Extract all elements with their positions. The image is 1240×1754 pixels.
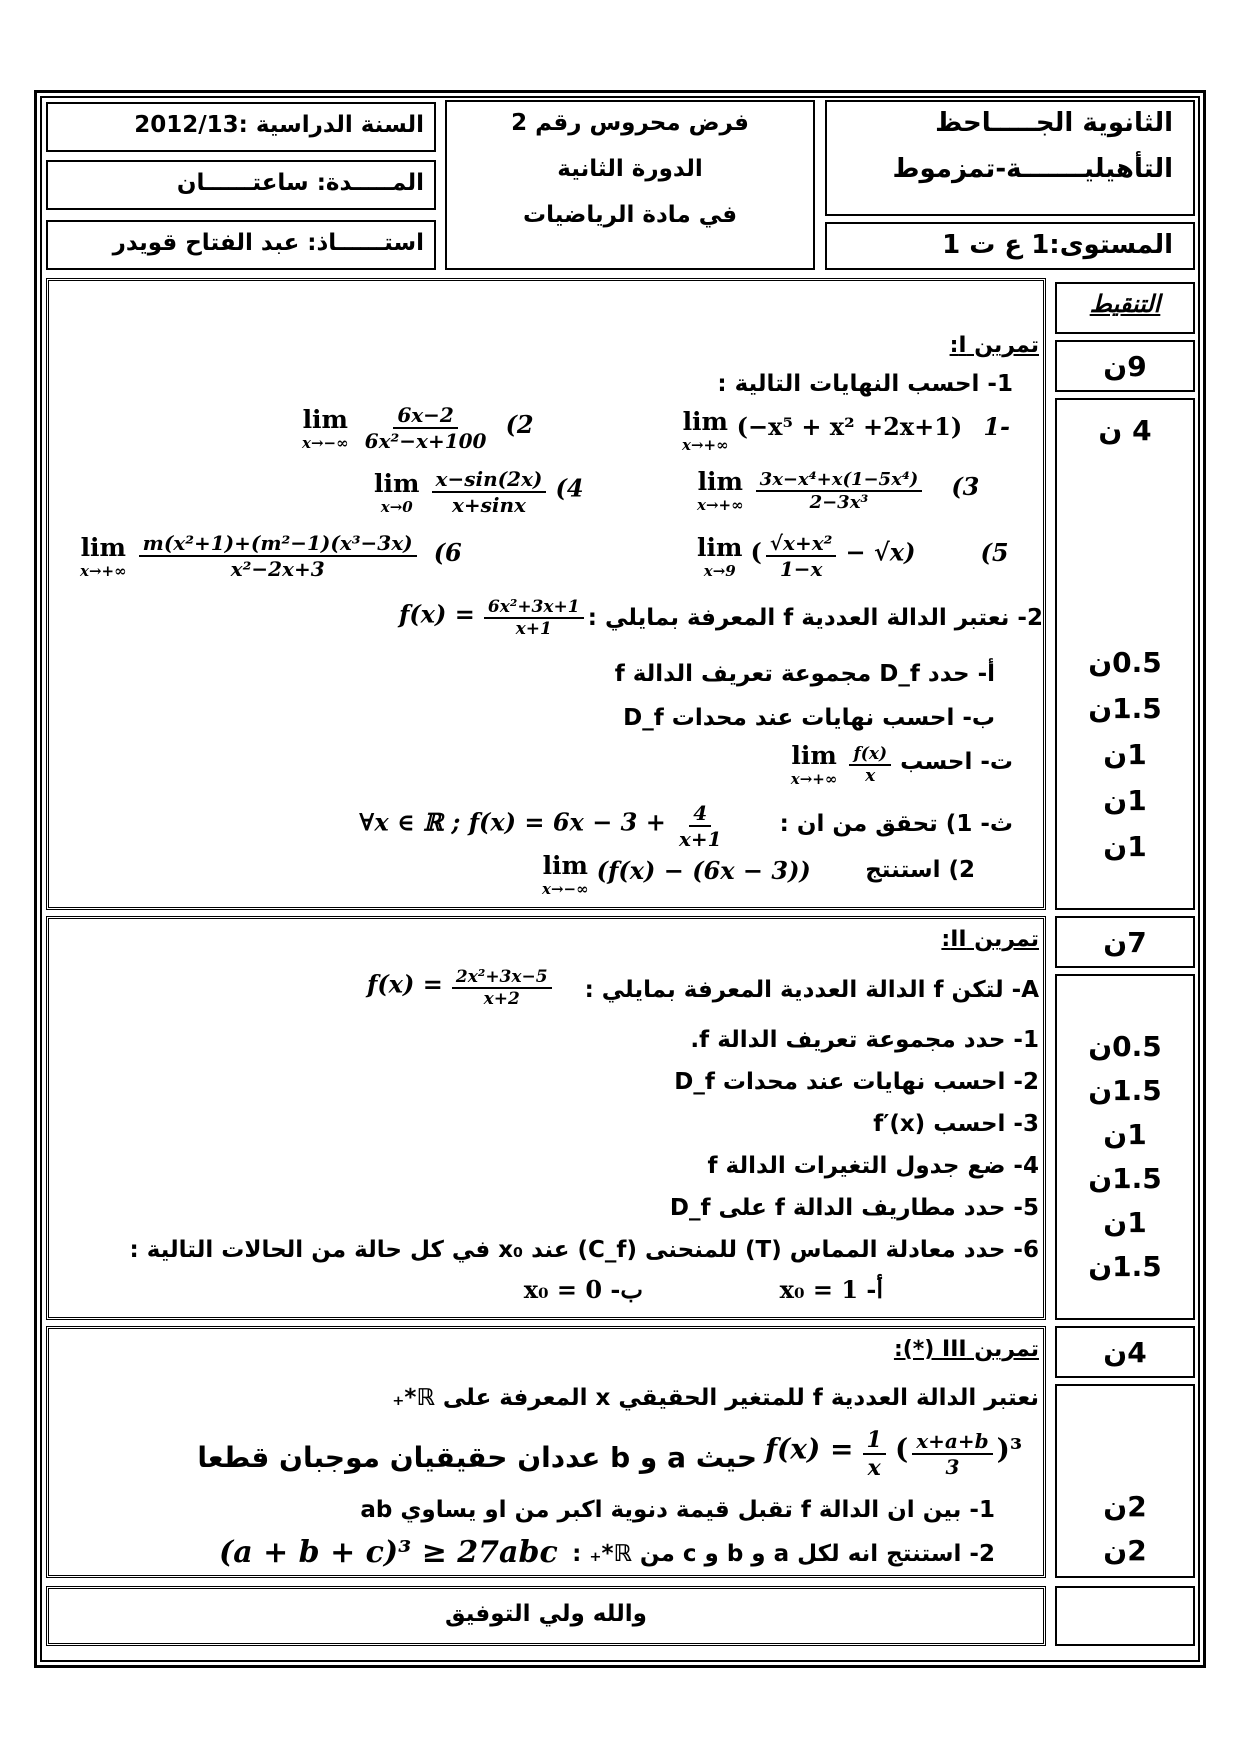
ex3-q2-expr: (a + b + c)³ ≥ 27abc	[219, 1535, 558, 1570]
lim-word: lim	[80, 532, 127, 562]
lim-sub: x→+∞	[80, 561, 127, 580]
lim-sub: x→−∞	[542, 880, 589, 898]
exam-title-box	[445, 100, 815, 270]
ex2-item: 5- حدد مطاريف الدالة f على D_f	[669, 1195, 1039, 1221]
ex2-mark: 1ن	[1103, 1118, 1147, 1151]
ex2-A: A- لتكن f الدالة العددية المعرفة بمايلي :	[584, 977, 1039, 1003]
school-box	[825, 100, 1195, 216]
ex2-title: تمرين II:	[941, 927, 1039, 952]
ex2-A-formula	[367, 967, 556, 1009]
ex2-total: 7ن	[1103, 926, 1147, 959]
limit-6	[77, 531, 462, 581]
limit-5-num: (5	[980, 537, 1009, 567]
frac-den: 1−x	[779, 557, 823, 581]
ex3-def-text: حيث a و b عددان حقيقيان موجبان قطعا	[197, 1441, 757, 1474]
ex3-q2: 2- استنتج انه لكل a و b و c من ℝ*₊ :	[572, 1541, 995, 1567]
ex3-title: تمرين III (*):	[893, 1337, 1039, 1362]
ex2-mark: 1.5ن	[1088, 1074, 1162, 1107]
ex1-c-label: ت- احسب	[900, 749, 1013, 775]
lim-word: lim	[374, 468, 420, 498]
exam-title: فرض محروس رقم 2	[511, 110, 749, 136]
ex1-mark: 1ن	[1103, 784, 1147, 817]
ex2-case-b: ب- x₀ = 0	[523, 1275, 643, 1304]
ex1-marks-box	[1055, 398, 1195, 910]
ex2-total-box	[1055, 916, 1195, 968]
level-box	[825, 222, 1195, 270]
frac-den: x	[865, 765, 876, 786]
ex2-box	[46, 916, 1046, 1320]
subject: في مادة الرياضيات	[522, 202, 738, 228]
ex2-case-a: أ- x₀ = 1	[779, 1275, 883, 1304]
ex3-total-box	[1055, 1326, 1195, 1378]
limit-6-num: (6	[433, 537, 462, 567]
lim-word: lim	[682, 407, 729, 436]
frac-num: m(x²+1)+(m²−1)(x³−3x)	[139, 531, 417, 557]
frac-num: 6x²+3x+1	[484, 597, 584, 619]
grading-header: التنقيط	[1089, 290, 1161, 318]
ex3-def-formula: f(x) = $\frac{1}{x}$ ( $\frac{x+a+b}{3}$ )³	[765, 1427, 1023, 1481]
frac-den: 3	[945, 1455, 960, 1479]
grading-header-box	[1055, 282, 1195, 334]
ex2-marks-box	[1055, 974, 1195, 1320]
lim-word: lim	[697, 532, 743, 562]
ex1-b: ب- احسب نهايات عند محدات D_f	[623, 705, 995, 731]
ex2-mark: 1.5ن	[1088, 1162, 1162, 1195]
lim-word: lim	[697, 467, 744, 496]
lim-sub: x→9	[703, 561, 736, 580]
frac-den: x+sinx	[451, 493, 526, 517]
ex2-item: 3- احسب f′(x)	[873, 1111, 1039, 1137]
frac-den: x+1	[678, 827, 722, 851]
limit-2	[299, 403, 534, 453]
ex2-item: 1- حدد مجموعة تعريف الدالة f.	[690, 1027, 1039, 1053]
semester: الدورة الثانية	[557, 156, 703, 182]
lim-sub: x→+∞	[682, 436, 729, 454]
ex3-box	[46, 1326, 1046, 1578]
ex1-q1-mark: 4 ن	[1098, 414, 1152, 447]
ex2-mark: 1.5ن	[1088, 1250, 1162, 1283]
frac-den: x+2	[483, 989, 520, 1009]
frac-den: 2−3x³	[809, 491, 869, 513]
ex1-d2-formula	[539, 851, 811, 898]
teacher-box	[46, 220, 436, 270]
lim-word: lim	[791, 741, 837, 770]
footer-grade-box	[1055, 1586, 1195, 1646]
frac-num: 1	[863, 1427, 886, 1455]
frac-den: 6x²−x+100	[364, 429, 487, 453]
level: المستوى:1 ع ت 1	[942, 230, 1173, 260]
ex1-q2: 2- نعتبر الدالة العددية f المعرفة بمايلي :	[587, 605, 1043, 631]
limit-4-num: (4	[555, 473, 584, 503]
lim-word: lim	[542, 851, 589, 880]
ex1-d1: ث- 1) تحقق من ان :	[779, 811, 1013, 837]
ex1-a: أ- حدد D_f مجموعة تعريف الدالة f	[614, 661, 995, 687]
duration-box	[46, 160, 436, 210]
lim-word: lim	[302, 404, 349, 434]
limit-5-tail: − √x)	[845, 537, 916, 567]
ex2-item: 2- احسب نهايات عند محدات D_f	[674, 1069, 1039, 1095]
lim-sub: x→−∞	[302, 433, 349, 452]
limit-1-num: 1-	[983, 412, 1010, 441]
footer-text: والله ولي التوفيق	[445, 1601, 647, 1627]
frac-num: 3x−x⁴+x(1−5x⁴)	[756, 469, 923, 492]
frac-den: x	[867, 1455, 881, 1481]
school-line2: التأهيليـــــــة-تمزموط	[892, 154, 1173, 184]
school-line1: الثانوية الجـــــاحظ	[935, 108, 1173, 138]
ex1-mark: 0.5ن	[1088, 646, 1162, 679]
duration: المـــــدة: ساعتــــــان	[176, 170, 424, 196]
f-label: f(x) =	[765, 1432, 854, 1466]
limit-5: lim x→9 ( $\frac{\text{√x+x²}}{1-x}$ − √x) (5	[697, 531, 1009, 581]
frac-num: 6x−2	[393, 403, 458, 429]
ex3-q1: 1- بين ان الدالة f تقبل قيمة دنوية اكبر من او يساوي ab	[360, 1497, 995, 1523]
ex1-c	[788, 741, 1013, 788]
ex3-marks-box	[1055, 1384, 1195, 1578]
lim-sub: x→+∞	[790, 770, 838, 788]
ex2-mark: 0.5ن	[1088, 1030, 1162, 1063]
ex1-mark: 1.5ن	[1088, 692, 1162, 725]
year: السنة الدراسية :2012/13	[134, 112, 424, 138]
limit-3-num: (3	[951, 472, 980, 501]
ex1-mark: 1ن	[1103, 830, 1147, 863]
limit-1	[679, 407, 1010, 454]
teacher: استــــــاذ: عبد الفتاح قويدر	[112, 230, 424, 256]
ex1-box	[46, 278, 1046, 910]
lim-sub: x→0	[380, 497, 413, 516]
limit-1-expr: (−x⁵ + x² +2x+1)	[736, 412, 963, 441]
frac-num: 2x²+3x−5	[452, 967, 552, 989]
d1-expr: ∀x ∈ ℝ ; f(x) = 6x − 3 +	[359, 807, 666, 837]
frac-num: x+a+b	[912, 1429, 992, 1455]
ex1-q2-formula	[399, 597, 588, 639]
frac-num: f(x)	[849, 744, 891, 766]
frac-den: x+1	[515, 619, 552, 639]
ex1-total: 9ن	[1103, 350, 1147, 383]
ex2-mark: 1ن	[1103, 1206, 1147, 1239]
ex3-intro: نعتبر الدالة العددية f للمتغير الحقيقي x المعرفة على ℝ*₊	[392, 1385, 1039, 1411]
ex1-mark: 1ن	[1103, 738, 1147, 771]
f-label: f(x) =	[399, 599, 475, 629]
d2-expr: (f(x) − (6x − 3))	[596, 856, 811, 885]
ex2-item: 4- ضع جدول التغيرات الدالة f	[707, 1153, 1039, 1179]
frac-num: √x+x²	[766, 531, 837, 557]
ex1-d2: 2) استنتج	[865, 857, 975, 883]
ex1-total-box	[1055, 340, 1195, 392]
year-box	[46, 102, 436, 152]
frac-num: x−sin(2x)	[432, 467, 547, 493]
ex1-d1-formula	[359, 801, 730, 851]
ex3-total: 4ن	[1103, 1336, 1147, 1369]
limit-4	[371, 467, 584, 517]
ex3-mark: 2ن	[1103, 1490, 1147, 1523]
ex3-mark: 2ن	[1103, 1534, 1147, 1567]
f-label: f(x) =	[367, 969, 443, 999]
ex1-q1: 1- احسب النهايات التالية :	[717, 371, 1013, 397]
limit-2-num: (2	[505, 409, 534, 439]
ex2-item: 6- حدد معادلة المماس (T) للمنحنى (C_f) عند x₀ في كل حالة من الحالات التالية :	[129, 1237, 1039, 1263]
limit-3	[694, 467, 979, 514]
frac-num: 4	[689, 801, 711, 827]
footer-box	[46, 1586, 1046, 1646]
lim-sub: x→+∞	[697, 496, 744, 514]
ex1-title: تمرين I:	[949, 333, 1039, 358]
frac-den: x²−2x+3	[230, 557, 325, 581]
